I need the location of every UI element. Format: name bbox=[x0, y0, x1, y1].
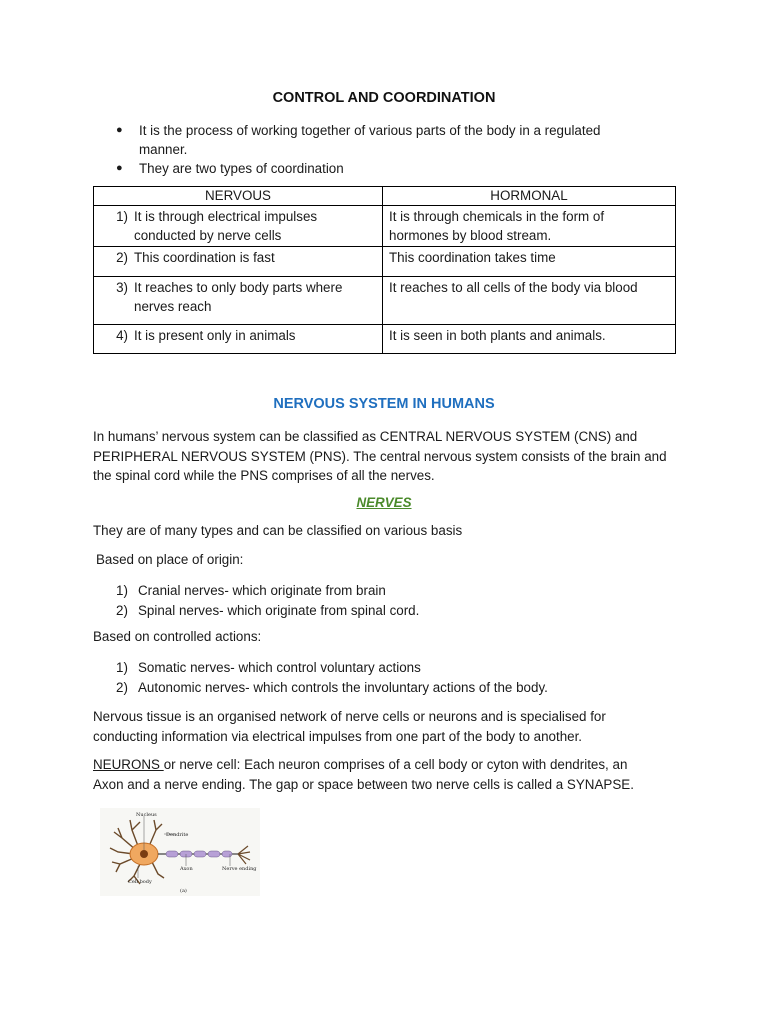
origin-label: Based on place of origin: bbox=[96, 552, 244, 567]
actions-label: Based on controlled actions: bbox=[93, 629, 262, 644]
cell-text: It reaches to all cells of the body via blood bbox=[389, 280, 638, 295]
paragraph-line: Axon and a nerve ending. The gap or space between two nerve cells is called a SYNAPSE. bbox=[93, 776, 634, 792]
list-text: Spinal nerves- which originate from spinal cord. bbox=[138, 602, 420, 618]
cell-text: This coordination is fast bbox=[134, 250, 275, 265]
actions-list bbox=[116, 658, 548, 697]
table-row bbox=[94, 325, 676, 354]
axon-label: Axon bbox=[180, 866, 193, 872]
page-title: CONTROL AND COORDINATION bbox=[272, 90, 496, 106]
table-cell bbox=[383, 325, 676, 354]
paragraph-line: Nervous tissue is an organised network of nerve cells or neurons and is specialised for bbox=[93, 709, 606, 724]
table-row bbox=[94, 247, 676, 277]
nerves-heading: NERVES bbox=[356, 495, 412, 510]
cell-text: hormones by blood stream. bbox=[389, 228, 552, 243]
paragraph bbox=[93, 707, 606, 746]
list-item bbox=[116, 159, 676, 178]
paragraph bbox=[93, 427, 667, 486]
column-header: NERVOUS bbox=[94, 187, 383, 206]
list-item bbox=[116, 678, 548, 698]
list-number: 2) bbox=[116, 679, 128, 695]
bullet-icon: ● bbox=[116, 124, 123, 136]
paragraph-line: PERIPHERAL NERVOUS SYSTEM (PNS). The central nervous system consists of the brain and bbox=[93, 448, 667, 464]
column-header: HORMONAL bbox=[383, 187, 676, 206]
paragraph-line: the spinal cord while the PNS comprises of all the nerves. bbox=[93, 468, 435, 483]
cell-text: It is present only in animals bbox=[134, 328, 296, 343]
list-number: 2) bbox=[116, 602, 128, 618]
row-number: 4) bbox=[116, 328, 128, 343]
paragraph-line: or nerve cell: Each neuron comprises of a cell body or cyton with dendrites, an bbox=[163, 757, 628, 772]
cell-text: It is through chemicals in the form of bbox=[389, 209, 605, 224]
nerves-intro: They are of many types and can be classified on various basis bbox=[93, 523, 463, 538]
list-item bbox=[116, 121, 676, 159]
bullet-list bbox=[116, 121, 676, 178]
table-cell bbox=[383, 277, 676, 325]
table-cell bbox=[94, 247, 383, 277]
origin-list bbox=[116, 581, 419, 620]
list-number: 1) bbox=[116, 583, 128, 598]
bullet-text: It is the process of working together of various parts of the body in a regulated bbox=[139, 123, 601, 138]
row-number: 1) bbox=[116, 209, 128, 224]
figure-caption: (a) bbox=[180, 888, 187, 894]
table-row bbox=[94, 277, 676, 325]
table-header-row bbox=[94, 187, 676, 206]
table-cell bbox=[383, 247, 676, 277]
paragraph-line: In humans’ nervous system can be classified as CENTRAL NERVOUS SYSTEM (CNS) and bbox=[93, 429, 638, 444]
list-number: 1) bbox=[116, 660, 128, 675]
bullet-icon: ● bbox=[116, 162, 123, 174]
dendrite-label: Dendrite bbox=[166, 832, 189, 838]
section-heading: NERVOUS SYSTEM IN HUMANS bbox=[273, 396, 495, 412]
cell-text: This coordination takes time bbox=[389, 250, 556, 265]
table-cell bbox=[94, 325, 383, 354]
neurons-paragraph bbox=[93, 755, 634, 794]
figure-background bbox=[100, 808, 260, 896]
cell-text: conducted by nerve cells bbox=[134, 228, 282, 243]
coordination-table bbox=[93, 186, 676, 354]
list-text: Autonomic nerves- which controls the involuntary actions of the body. bbox=[138, 679, 548, 695]
table-cell bbox=[94, 277, 383, 325]
list-item bbox=[116, 581, 419, 601]
list-item bbox=[116, 601, 419, 621]
bullet-text: They are two types of coordination bbox=[139, 161, 344, 176]
list-text: Somatic nerves- which control voluntary actions bbox=[138, 660, 421, 675]
nucleus-label: Nucleus bbox=[136, 812, 157, 818]
list-text: Cranial nerves- which originate from brain bbox=[138, 583, 386, 598]
bullet-text: manner. bbox=[139, 142, 188, 157]
nucleus bbox=[140, 850, 148, 858]
cell-text: nerves reach bbox=[134, 299, 212, 314]
neuron-diagram bbox=[100, 808, 260, 896]
cell-text: It reaches to only body parts where bbox=[134, 280, 343, 295]
cell-text: It is through electrical impulses bbox=[134, 209, 318, 224]
nerve-ending-label: Nerve ending bbox=[222, 866, 257, 872]
neurons-term: NEURONS bbox=[93, 757, 164, 772]
cell-text: It is seen in both plants and animals. bbox=[389, 328, 606, 343]
row-number: 2) bbox=[116, 250, 128, 265]
list-item bbox=[116, 658, 548, 678]
row-number: 3) bbox=[116, 280, 128, 295]
table-cell bbox=[94, 206, 383, 247]
table-cell bbox=[383, 206, 676, 247]
cell-body-label: Cell body bbox=[128, 879, 152, 885]
paragraph-line: conducting information via electrical impulses from one part of the body to another. bbox=[93, 728, 583, 744]
table-row bbox=[94, 206, 676, 247]
